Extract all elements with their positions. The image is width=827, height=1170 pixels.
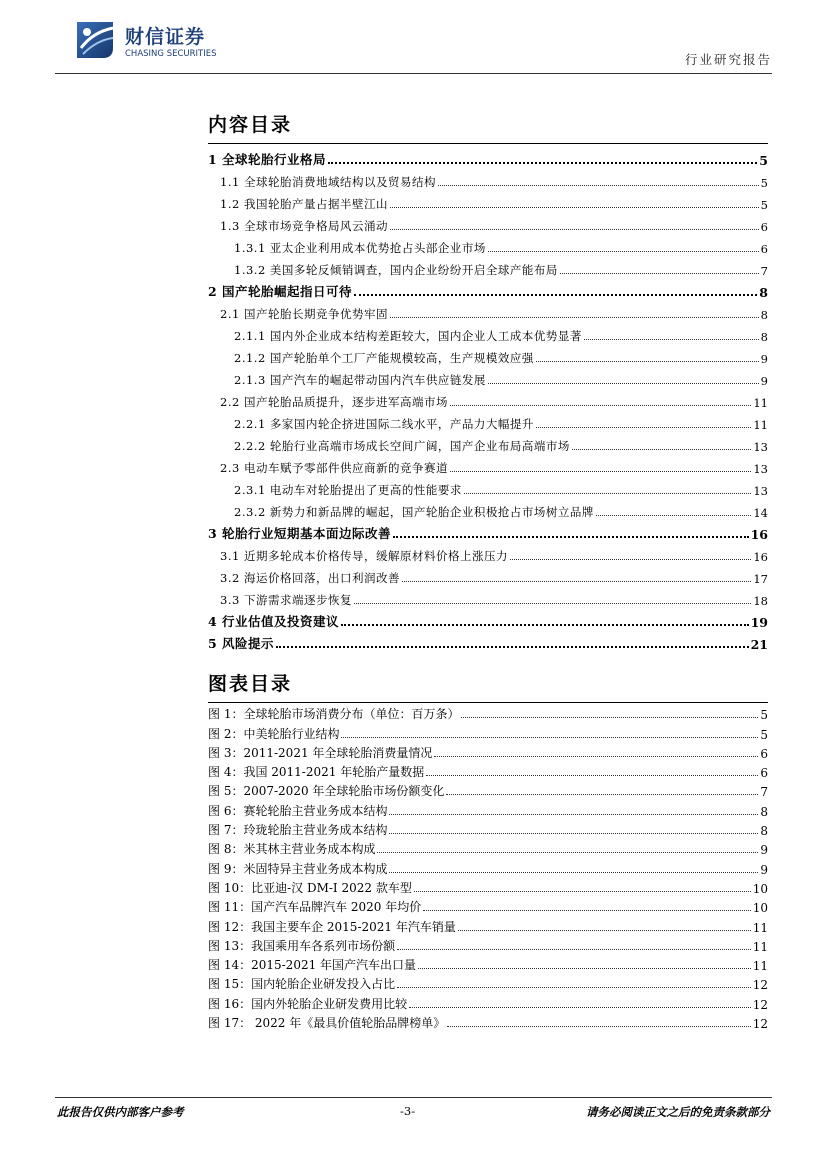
figure-entry-link[interactable] — [208, 1012, 768, 1031]
entry-label: 5 风险提示 — [208, 636, 275, 651]
entry-page-number: 7 — [760, 785, 768, 800]
entry-page-number: 12 — [752, 997, 768, 1012]
entry-label: 图 1：全球轮胎市场消费分布（单位：百万条） — [208, 707, 460, 722]
toc-entry-link[interactable] — [208, 212, 768, 234]
entry-label: 2.1.3 国产汽车的崛起带动国内汽车供应链发展 — [234, 373, 486, 387]
footer-disclaimer: 此报告仅供内部客户参考 — [57, 1105, 184, 1119]
entry-label: 1.1 全球轮胎消费地域结构以及贸易结构 — [220, 175, 436, 189]
dot-leader — [584, 339, 759, 340]
figure-entry-link[interactable] — [208, 742, 768, 761]
entry-label: 图 9：米固特异主营业务成本构成 — [208, 861, 388, 876]
page-header — [55, 12, 772, 78]
toc-entry-link[interactable] — [208, 344, 768, 366]
entry-page-number: 19 — [750, 615, 768, 630]
entry-label: 图 4：我国 2011-2021 年轮胎产量数据 — [208, 765, 425, 780]
dot-leader — [458, 930, 751, 931]
entry-page-number: 21 — [750, 637, 768, 652]
entry-label: 2.2.1 多家国内轮企挤进国际二线水平，产品力大幅提升 — [234, 417, 534, 431]
dot-leader — [414, 891, 751, 892]
figure-entry-link[interactable] — [208, 973, 768, 992]
dot-leader — [572, 449, 751, 450]
dot-leader — [389, 872, 758, 873]
entry-label: 图 17： 2022 年《最具价值轮胎品牌榜单》 — [208, 1016, 446, 1031]
entry-page-number: 5 — [759, 153, 768, 168]
entry-label: 图 2：中美轮胎行业结构 — [208, 726, 340, 741]
entry-page-number: 8 — [759, 285, 768, 300]
entry-label: 图 16：国内外轮胎企业研发费用比较 — [208, 996, 408, 1011]
entry-label: 2.1 国产轮胎长期竞争优势牢固 — [220, 307, 388, 321]
entry-label: 2.2.2 轮胎行业高端市场成长空间广阔，国产企业布局高端市场 — [234, 439, 570, 453]
entry-label: 3.3 下游需求端逐步恢复 — [220, 593, 352, 607]
entry-label: 2.3 电动车赋予零部件供应商新的竞争赛道 — [220, 461, 448, 475]
toc-entry-link[interactable] — [208, 300, 768, 322]
figures-title: 图表目录 — [208, 673, 293, 695]
dot-leader — [426, 775, 758, 776]
entry-page-number: 5 — [760, 708, 768, 723]
dot-leader — [447, 1026, 750, 1027]
toc-entry-link[interactable] — [208, 388, 768, 410]
toc-entry-link[interactable] — [208, 168, 768, 190]
chasing-logo-icon — [73, 18, 117, 60]
entry-label: 图 12：我国主要车企 2015-2021 年汽车销量 — [208, 919, 456, 934]
entry-page-number: 11 — [753, 396, 768, 410]
toc-entry-link[interactable] — [208, 410, 768, 432]
dot-leader — [276, 646, 749, 648]
entry-label: 图 14：2015-2021 年国产汽车出口量 — [208, 958, 417, 973]
toc-entry-link[interactable] — [208, 256, 768, 278]
entry-label: 2.3.2 新势力和新品牌的崛起，国产轮胎企业积极抢占市场树立品牌 — [234, 505, 594, 519]
figure-entry-link[interactable] — [208, 819, 768, 838]
dot-leader — [510, 559, 751, 560]
entry-label: 1.3 全球市场竞争格局风云涌动 — [220, 219, 388, 233]
entry-page-number: 5 — [760, 727, 768, 742]
dot-leader — [389, 814, 758, 815]
figure-entry-link[interactable] — [208, 761, 768, 780]
figure-entry-link[interactable] — [208, 780, 768, 799]
figure-entry-link[interactable] — [208, 992, 768, 1011]
entry-page-number: 5 — [760, 176, 768, 190]
entry-page-number: 11 — [752, 920, 768, 935]
entry-page-number: 14 — [753, 506, 768, 520]
toc-entry-link[interactable] — [208, 498, 768, 520]
dot-leader — [341, 624, 749, 626]
entry-page-number: 10 — [752, 881, 768, 896]
figure-entry-link[interactable] — [208, 896, 768, 915]
toc-entry-link[interactable] — [208, 564, 768, 586]
entry-page-number: 6 — [760, 242, 768, 256]
dot-leader — [390, 317, 759, 318]
dot-leader — [438, 185, 759, 186]
dot-leader — [377, 852, 758, 853]
entry-page-number: 8 — [760, 824, 768, 839]
entry-label: 图 13：我国乘用车各系列市场份额 — [208, 938, 396, 953]
entry-page-number: 8 — [760, 308, 768, 322]
entry-page-number: 11 — [752, 959, 768, 974]
entry-label: 2.1.1 国内外企业成本结构差距较大，国内企业人工成本优势显著 — [234, 329, 582, 343]
toc-entry-link[interactable] — [208, 630, 768, 652]
entry-label: 图 6：赛轮轮胎主营业务成本结构 — [208, 803, 388, 818]
dot-leader — [461, 717, 758, 718]
toc-entry-link[interactable] — [208, 190, 768, 212]
entry-label: 图 5：2007-2020 年全球轮胎市场份额变化 — [208, 784, 445, 799]
dot-leader — [488, 251, 759, 252]
entry-page-number: 12 — [752, 978, 768, 993]
figure-entry-link[interactable] — [208, 857, 768, 876]
figure-entry-link[interactable] — [208, 838, 768, 857]
toc-entry-link[interactable] — [208, 366, 768, 388]
entry-label: 1.3.1 亚太企业利用成本优势抢占头部企业市场 — [234, 241, 486, 255]
dot-leader — [390, 207, 759, 208]
table-of-contents — [208, 110, 768, 652]
toc-entry-link[interactable] — [208, 322, 768, 344]
company-logo — [73, 18, 263, 66]
figure-entry-link[interactable] — [208, 935, 768, 954]
dot-leader — [418, 968, 751, 969]
entry-page-number: 10 — [752, 901, 768, 916]
entry-label: 图 10：比亚迪-汉 DM-I 2022 款车型 — [208, 880, 412, 895]
entry-label: 1.3.2 美国多轮反倾销调查，国内企业纷纷开启全球产能布局 — [234, 263, 558, 277]
toc-list — [208, 146, 768, 652]
entry-page-number: 13 — [753, 484, 768, 498]
entry-label: 图 7：玲珑轮胎主营业务成本结构 — [208, 823, 388, 838]
dot-leader — [560, 273, 759, 274]
entry-label: 2.1.2 国产轮胎单个工厂产能规模较高，生产规模效应强 — [234, 351, 534, 365]
figures-list — [208, 703, 768, 1031]
toc-entry-link[interactable] — [208, 278, 768, 300]
entry-label: 图 3：2011-2021 年全球轮胎消费量情况 — [208, 745, 433, 760]
dot-leader — [397, 987, 751, 988]
entry-page-number: 8 — [760, 804, 768, 819]
entry-label: 3 轮胎行业短期基本面边际改善 — [208, 526, 392, 541]
toc-entry-link[interactable] — [208, 234, 768, 256]
dot-leader — [354, 294, 757, 296]
logo-english-name: CHASING SECURITIES — [125, 49, 217, 59]
figure-entry-link[interactable] — [208, 877, 768, 896]
dot-leader — [450, 471, 751, 472]
figure-entry-link[interactable] — [208, 799, 768, 818]
header-divider — [55, 73, 772, 74]
entry-label: 1.2 我国轮胎产量占据半壁江山 — [220, 197, 388, 211]
dot-leader — [402, 581, 751, 582]
entry-label: 2.3.1 电动车对轮胎提出了更高的性能要求 — [234, 483, 462, 497]
dot-leader — [393, 536, 749, 538]
entry-page-number: 5 — [760, 198, 768, 212]
figure-entry-link[interactable] — [208, 722, 768, 741]
entry-page-number: 13 — [753, 462, 768, 476]
entry-page-number: 6 — [760, 746, 768, 761]
toc-entry-link[interactable] — [208, 476, 768, 498]
entry-page-number: 6 — [760, 220, 768, 234]
figure-entry-link[interactable] — [208, 915, 768, 934]
dot-leader — [536, 361, 759, 362]
entry-page-number: 11 — [752, 939, 768, 954]
figure-entry-link[interactable] — [208, 954, 768, 973]
page-number: -3- — [400, 1104, 416, 1118]
dot-leader — [341, 737, 758, 738]
dot-leader — [488, 383, 759, 384]
dot-leader — [397, 949, 751, 950]
footer-divider — [55, 1097, 772, 1098]
entry-label: 3.1 近期多轮成本价格传导，缓解原材料价格上涨压力 — [220, 549, 508, 563]
entry-label: 图 8：米其林主营业务成本构成 — [208, 842, 376, 857]
dot-leader — [354, 603, 751, 604]
entry-page-number: 9 — [760, 862, 768, 877]
entry-page-number: 16 — [750, 527, 768, 542]
entry-page-number: 11 — [753, 418, 768, 432]
entry-page-number: 7 — [760, 264, 768, 278]
dot-leader — [328, 162, 757, 164]
entry-page-number: 12 — [752, 1017, 768, 1032]
toc-entry-link[interactable] — [208, 586, 768, 608]
toc-entry-link[interactable] — [208, 454, 768, 476]
entry-page-number: 16 — [753, 550, 768, 564]
entry-page-number: 9 — [760, 352, 768, 366]
list-of-figures — [208, 669, 768, 1031]
dot-leader — [464, 493, 751, 494]
toc-entry-link[interactable] — [208, 520, 768, 542]
entry-label: 2.2 国产轮胎品质提升，逐步进军高端市场 — [220, 395, 448, 409]
report-type-label: 行业研究报告 — [684, 52, 772, 67]
logo-chinese-name: 财信证券 — [125, 26, 206, 48]
toc-title: 内容目录 — [208, 114, 293, 136]
footer-notice: 请务必阅读正文之后的免责条款部分 — [586, 1105, 770, 1119]
entry-page-number: 8 — [760, 330, 768, 344]
toc-title-divider — [208, 143, 768, 144]
toc-entry-link[interactable] — [208, 146, 768, 168]
dot-leader — [409, 1007, 751, 1008]
entry-page-number: 18 — [753, 594, 768, 608]
entry-page-number: 13 — [753, 440, 768, 454]
toc-entry-link[interactable] — [208, 608, 768, 630]
entry-label: 3.2 海运价格回落，出口利润改善 — [220, 571, 400, 585]
dot-leader — [390, 229, 759, 230]
figure-entry-link[interactable] — [208, 703, 768, 722]
entry-page-number: 9 — [760, 374, 768, 388]
toc-entry-link[interactable] — [208, 432, 768, 454]
dot-leader — [446, 794, 758, 795]
dot-leader — [434, 756, 758, 757]
entry-label: 图 15：国内轮胎企业研发投入占比 — [208, 977, 396, 992]
entry-page-number: 17 — [753, 572, 768, 586]
entry-page-number: 6 — [760, 766, 768, 781]
entry-page-number: 9 — [760, 843, 768, 858]
entry-label: 2 国产轮胎崛起指日可待 — [208, 284, 353, 299]
dot-leader — [536, 427, 751, 428]
dot-leader — [596, 515, 751, 516]
entry-label: 1 全球轮胎行业格局 — [208, 152, 327, 167]
dot-leader — [423, 910, 750, 911]
dot-leader — [450, 405, 751, 406]
entry-label: 4 行业估值及投资建议 — [208, 614, 340, 629]
dot-leader — [389, 833, 758, 834]
entry-label: 图 11：国产汽车品牌汽车 2020 年均价 — [208, 900, 422, 915]
toc-entry-link[interactable] — [208, 542, 768, 564]
